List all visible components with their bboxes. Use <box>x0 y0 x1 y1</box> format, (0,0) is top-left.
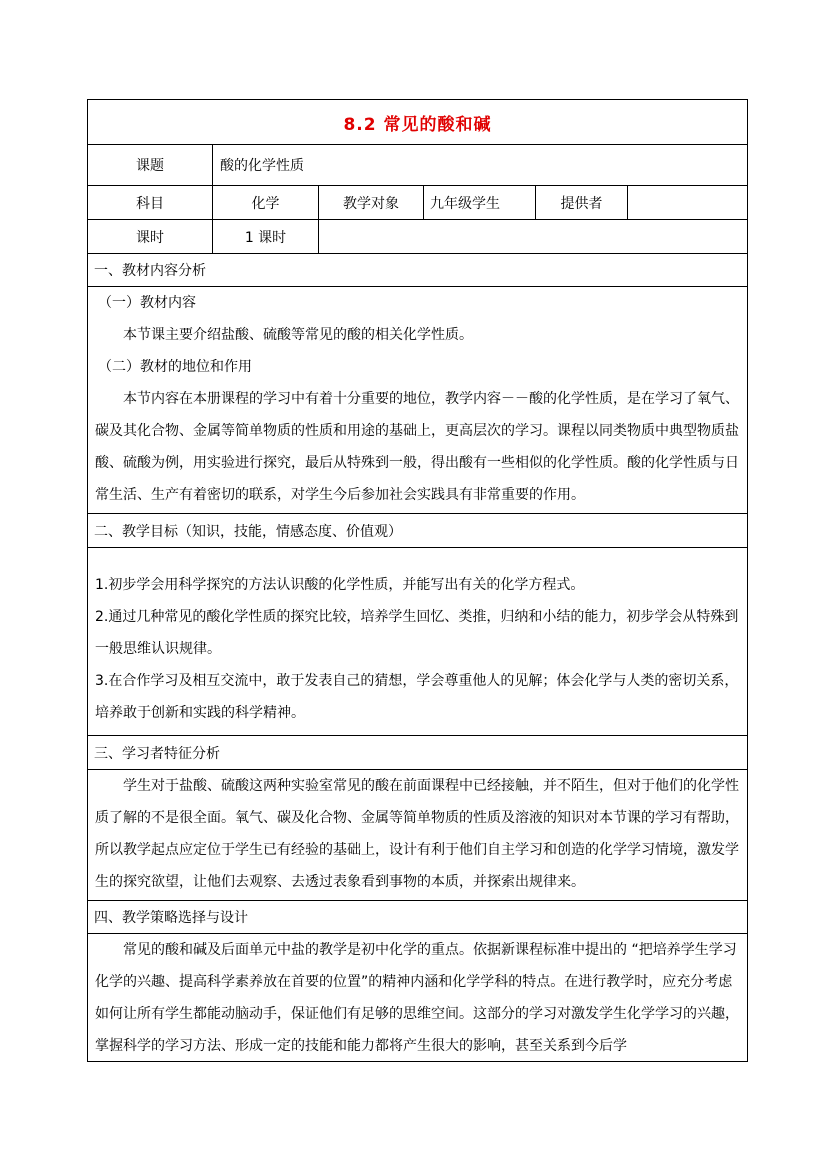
page-title: 8.2 常见的酸和碱 <box>88 100 747 145</box>
subject-value: 化学 <box>213 186 319 219</box>
subject-label: 科目 <box>88 186 213 219</box>
section-body-1 <box>88 287 747 514</box>
list-item: 3.在合作学习及相互交流中，敢于发表自己的猜想，学会尊重他人的见解；体会化学与人类的密切关系，培养敢于创新和实践的科学精神。 <box>95 673 739 721</box>
section-heading-1: 一、教材内容分析 <box>88 254 747 287</box>
lesson-plan-table <box>87 99 748 1062</box>
section-heading-3: 三、学习者特征分析 <box>88 736 747 770</box>
provider-label: 提供者 <box>536 186 628 219</box>
section-body-4 <box>88 934 747 1062</box>
section-heading-4: 四、教学策略选择与设计 <box>88 901 747 934</box>
paragraph: 本节内容在本册课程的学习中有着十分重要的地位，教学内容－－酸的化学性质，是在学习了氧气、碳及其化合物、金属等简单物质的性质和用途的基础上，更高层次的学习。课程以同类物质中典型物质盐酸、硫酸为例，用实验进行探究，最后从特殊到一般，得出酸有一些相似的化学性质。酸的化学性质与日常生活、生产有着密切的联系，对学生今后参加社会实践具有非常重要的作用。 <box>95 391 739 503</box>
paragraph: 本节课主要介绍盐酸、硫酸等常见的酸的相关化学性质。 <box>123 327 473 343</box>
topic-row <box>88 145 747 186</box>
audience-value: 九年级学生 <box>424 186 536 219</box>
audience-label: 教学对象 <box>319 186 424 219</box>
subheading-role: （二）教材的地位和作用 <box>98 359 252 375</box>
section-heading-2: 二、教学目标（知识，技能，情感态度、价值观） <box>88 514 747 548</box>
hours-row <box>88 220 747 254</box>
paragraph: 常见的酸和碱及后面单元中盐的教学是初中化学的重点。依据新课程标准中提出的 “把培养学生学习化学的兴趣、提高科学素养放在首要的位置”的精神内涵和化学学科的特点。在进行教学时，应充分考虑如何让所有学生都能动脑动手，保证他们有足够的思维空间。这部分的学习对激发学生化学学习的兴趣，掌握科学的学习方法、形成一定的技能和能力都将产生很大的影响，甚至关系到今后学 <box>95 942 739 1054</box>
list-item: 2.通过几种常见的酸化学性质的探究比较，培养学生回忆、类推，归纳和小结的能力，初步学会从特殊到一般思维认识规律。 <box>95 609 739 657</box>
subheading-content: （一）教材内容 <box>98 295 196 311</box>
topic-value: 酸的化学性质 <box>220 158 304 174</box>
list-item: 1.初步学会用科学探究的方法认识酸的化学性质，并能写出有关的化学方程式。 <box>95 577 585 593</box>
hours-value: 1 课时 <box>213 220 319 253</box>
section-body-3 <box>88 770 747 901</box>
paragraph: 学生对于盐酸、硫酸这两种实验室常见的酸在前面课程中已经接触，并不陌生，但对于他们的化学性质了解的不是很全面。氧气、碳及化合物、金属等简单物质的性质及溶液的知识对本节课的学习有帮助，所以教学起点应定位于学生已有经验的基础上，设计有利于他们自主学习和创造的化学学习情境，激发学生的探究欲望，让他们去观察、去透过表象看到事物的本质，并探索出规律来。 <box>95 778 739 890</box>
topic-label: 课题 <box>88 145 213 185</box>
hours-label: 课时 <box>88 220 213 253</box>
hours-empty <box>319 220 747 253</box>
provider-value <box>628 186 747 219</box>
section-body-2 <box>88 548 747 736</box>
subject-row <box>88 186 747 220</box>
